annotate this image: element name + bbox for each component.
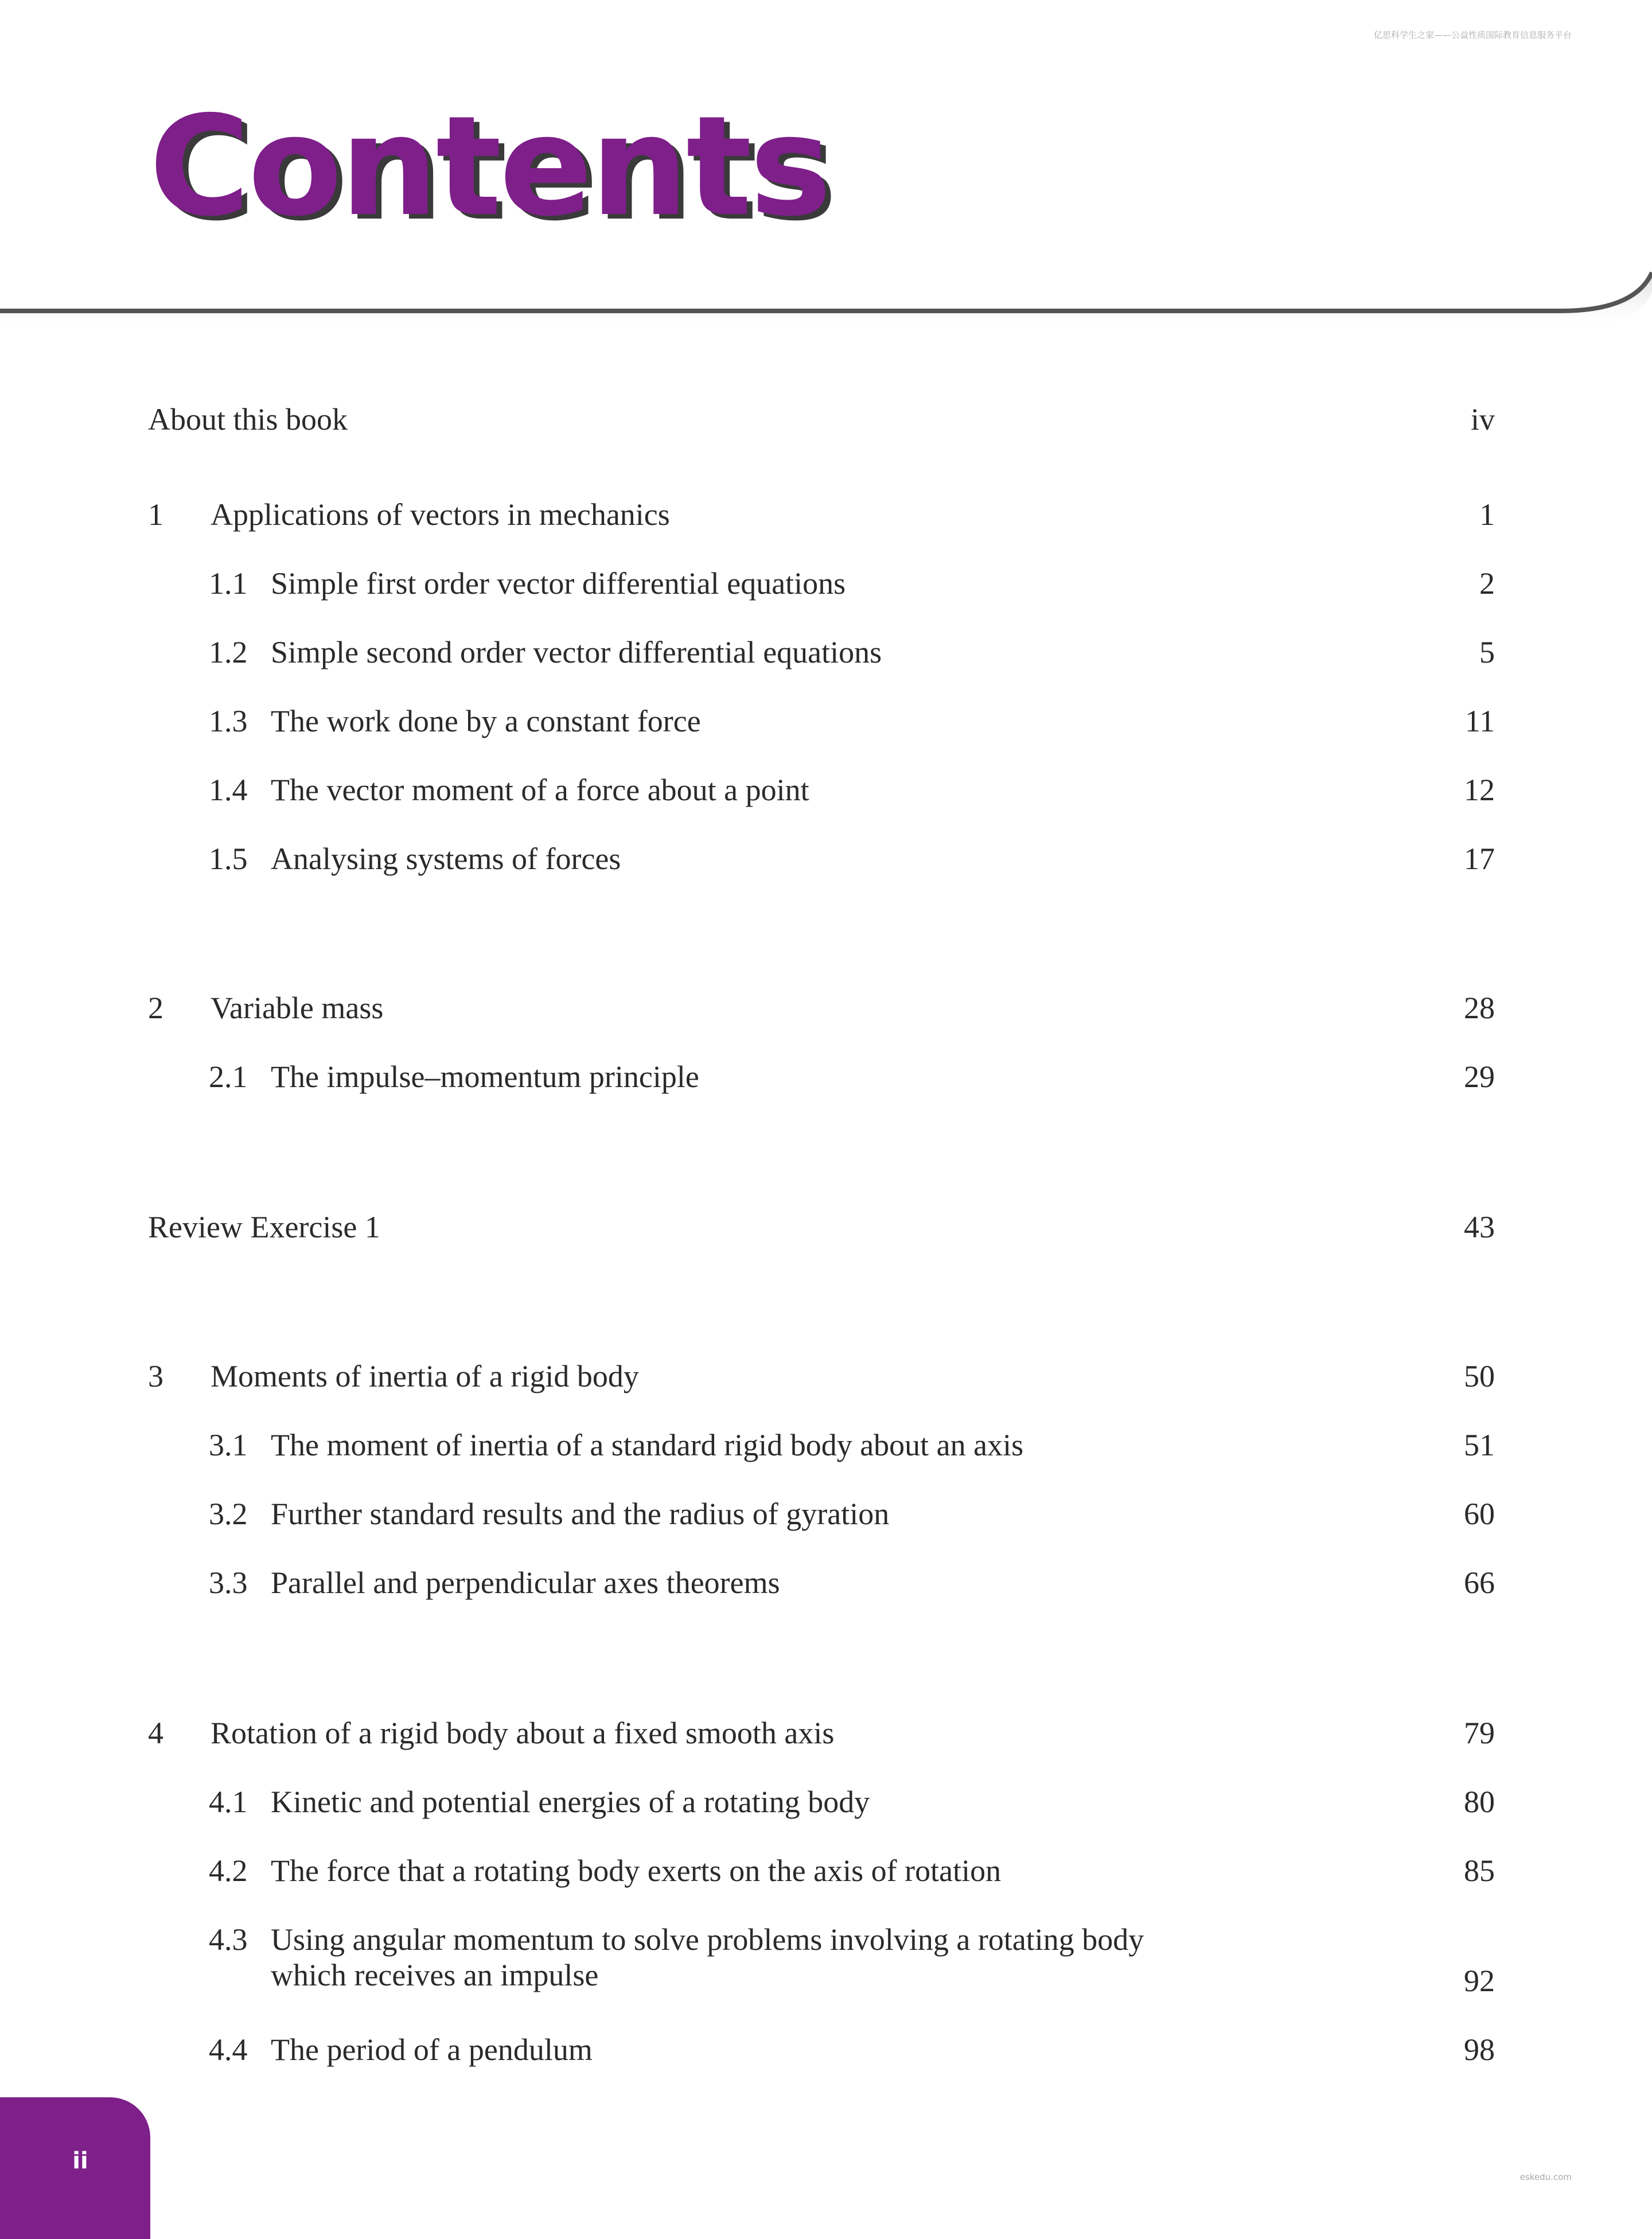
toc-section-page: 12 <box>1464 773 1495 807</box>
toc-section-title: Simple second order vector differential equations <box>271 635 882 669</box>
toc-section-title: Kinetic and potential energies of a rotating body <box>271 1785 870 1819</box>
toc-section-number: 1.4 <box>209 773 248 807</box>
toc-section-page: 29 <box>1464 1060 1495 1094</box>
toc-section-title: Simple first order vector differential equations <box>271 566 846 601</box>
toc-section-number: 4.2 <box>209 1853 248 1888</box>
toc-section-title: The work done by a constant force <box>271 704 701 738</box>
toc-section-page: 85 <box>1464 1853 1495 1888</box>
footer-watermark: eskedu.com <box>1519 2172 1572 2182</box>
toc-section-title: Further standard results and the radius of gyration <box>271 1497 890 1531</box>
toc-chapter-2[interactable] <box>0 990 1652 1042</box>
toc-chapter-4[interactable] <box>0 1715 1652 1767</box>
toc-entry-page: iv <box>1470 402 1495 437</box>
footer-page-number: ii <box>72 2148 88 2174</box>
toc-section-number: 4.1 <box>209 1785 248 1819</box>
toc-section-title: The moment of inertia of a standard rigid body about an axis <box>271 1428 1024 1462</box>
toc-section-1-5[interactable] <box>0 841 1652 893</box>
toc-chapter-number: 2 <box>148 991 163 1025</box>
toc-section-4-4[interactable] <box>0 2032 1652 2084</box>
toc-section-title: The impulse–momentum principle <box>271 1060 699 1094</box>
toc-section-number: 3.1 <box>209 1428 248 1462</box>
toc-section-page: 92 <box>1464 1964 1495 1998</box>
toc-chapter-1[interactable] <box>0 497 1652 548</box>
toc-chapter-page: 1 <box>1479 497 1495 532</box>
toc-section-page: 98 <box>1464 2032 1495 2067</box>
toc-section-4-3[interactable] <box>0 1922 1652 2014</box>
toc-chapter-title: Applications of vectors in mechanics <box>211 497 670 532</box>
toc-chapter-title: Moments of inertia of a rigid body <box>211 1359 639 1393</box>
toc-section-number: 4.4 <box>209 2032 248 2067</box>
toc-section-title <box>271 1922 1144 1993</box>
toc-chapter-page: 79 <box>1464 1716 1495 1750</box>
toc-section-page: 2 <box>1479 566 1495 601</box>
toc-chapter-title: Variable mass <box>211 991 384 1025</box>
toc-section-1-1[interactable] <box>0 566 1652 617</box>
toc-section-1-4[interactable] <box>0 772 1652 824</box>
toc-section-title: Parallel and perpendicular axes theorems <box>271 1566 780 1600</box>
toc-chapter-number: 1 <box>148 497 163 532</box>
toc-section-page: 66 <box>1464 1566 1495 1600</box>
toc-section-4-2[interactable] <box>0 1853 1652 1905</box>
toc-section-number: 1.3 <box>209 704 248 738</box>
toc-chapter-number: 3 <box>148 1359 163 1393</box>
page-title: Contents <box>149 86 829 247</box>
toc-section-1-2[interactable] <box>0 634 1652 686</box>
toc-section-3-3[interactable] <box>0 1565 1652 1617</box>
toc-section-number: 3.2 <box>209 1497 248 1531</box>
toc-section-page: 80 <box>1464 1785 1495 1819</box>
toc-section-number: 2.1 <box>209 1060 248 1094</box>
toc-section-page: 60 <box>1464 1497 1495 1531</box>
footer-page-tab <box>0 2097 150 2239</box>
toc-section-number: 1.5 <box>209 842 248 876</box>
toc-section-page: 17 <box>1464 842 1495 876</box>
toc-section-page: 51 <box>1464 1428 1495 1462</box>
toc-chapter-3[interactable] <box>0 1358 1652 1410</box>
toc-section-title: The vector moment of a force about a point <box>271 773 809 807</box>
toc-section-2-1[interactable] <box>0 1059 1652 1111</box>
toc-chapter-page: 50 <box>1464 1359 1495 1393</box>
toc-section-title: Analysing systems of forces <box>271 842 621 876</box>
toc-section-title: The period of a pendulum <box>271 2032 593 2067</box>
toc-section-title: The force that a rotating body exerts on the axis of rotation <box>271 1853 1002 1888</box>
toc-section-page: 11 <box>1465 704 1495 738</box>
toc-section-number: 4.3 <box>209 1922 248 1957</box>
header-watermark: 亿思科学生之家——公益性质国际教育信息服务平台 <box>1373 30 1572 40</box>
header-swoosh-decoration <box>0 270 1652 361</box>
toc-chapter-number: 4 <box>148 1716 163 1750</box>
toc-section-number: 1.1 <box>209 566 248 601</box>
toc-section-3-2[interactable] <box>0 1496 1652 1548</box>
toc-section-title-line-2: which receives an impulse <box>271 1958 599 1992</box>
toc-section-title-line-1: Using angular momentum to solve problems involving a rotating body <box>271 1922 1144 1957</box>
toc-entry-label: Review Exercise 1 <box>148 1210 380 1244</box>
toc-chapter-title: Rotation of a rigid body about a fixed smooth axis <box>211 1716 835 1750</box>
toc-entry-label: About this book <box>148 402 348 437</box>
toc-entry-review-exercise-1[interactable] <box>0 1209 1652 1261</box>
toc-section-page: 5 <box>1479 635 1495 669</box>
toc-section-3-1[interactable] <box>0 1427 1652 1479</box>
toc-entry-about-this-book[interactable] <box>0 402 1652 453</box>
toc-section-number: 3.3 <box>209 1566 248 1600</box>
toc-section-number: 1.2 <box>209 635 248 669</box>
toc-chapter-page: 28 <box>1464 991 1495 1025</box>
toc-section-1-3[interactable] <box>0 703 1652 755</box>
toc-section-4-1[interactable] <box>0 1784 1652 1836</box>
toc-entry-page: 43 <box>1464 1210 1495 1244</box>
